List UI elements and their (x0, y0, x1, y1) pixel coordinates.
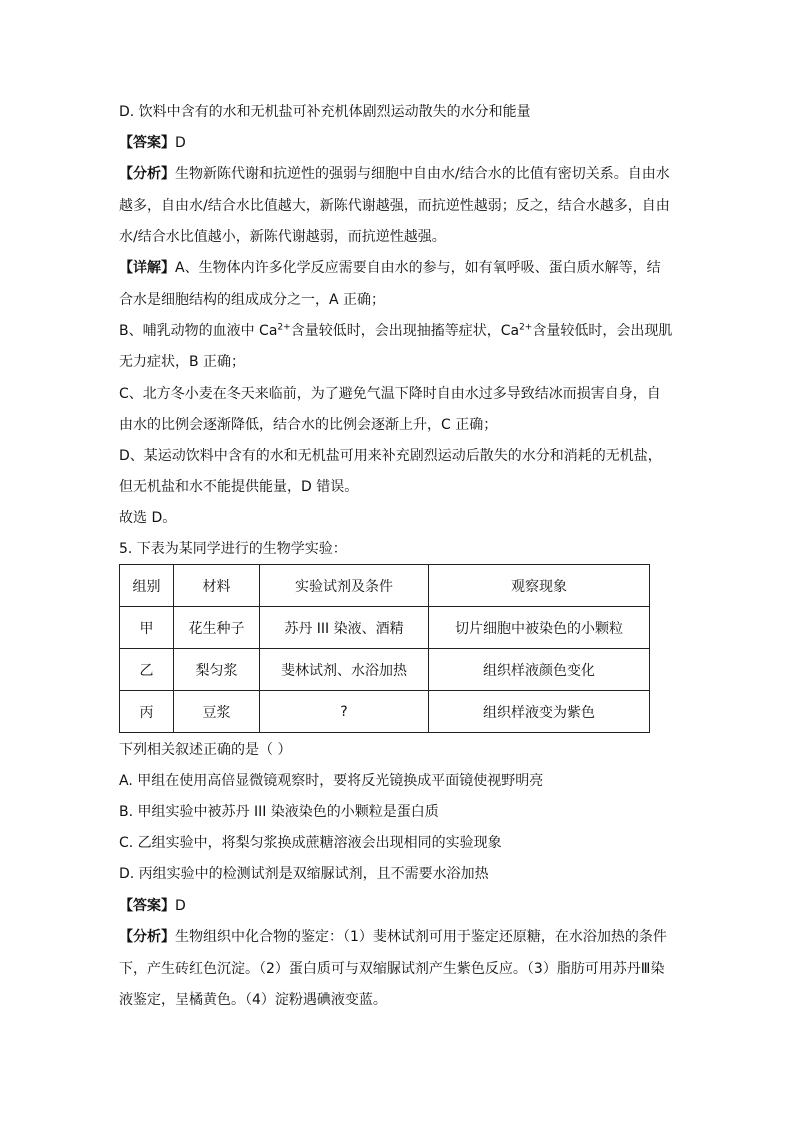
table-header-cell: 组别 (120, 565, 174, 607)
answer-value: D (175, 135, 186, 151)
prev-option-d: D. 饮料中含有的水和无机盐可补充机体剧烈运动散失的水分和能量 (119, 104, 531, 120)
prev-detail-b-line-2: 无力症状，B 正确； (119, 354, 246, 370)
table-header-cell: 材料 (174, 565, 260, 607)
option-d: D. 丙组实验中的检测试剂是双缩脲试剂，且不需要水浴加热 (119, 866, 489, 882)
analysis-tag: 【分析】 (119, 929, 175, 945)
table-cell: 乙 (120, 649, 174, 691)
answer-tag: 【答案】 (119, 898, 175, 914)
table-cell: 切片细胞中被染色的小颗粒 (429, 607, 650, 649)
option-a: A. 甲组在使用高倍显微镜观察时，要将反光镜换成平面镜使视野明亮 (119, 773, 544, 789)
detail-tag: 【详解】 (119, 260, 175, 276)
prev-detail-c-line-1: C、北方冬小麦在冬天来临前，为了避免气温下降时自由水过多导致结冰而损害自身，自 (119, 386, 661, 402)
prev-detail-d-line-2: 但无机盐和水不能提供能量，D 错误。 (119, 479, 359, 495)
prev-detail-c-line-2: 由水的比例会逐渐降低，结合水的比例会逐渐上升，C 正确； (119, 417, 498, 433)
question-5-stem: 5. 下表为某同学进行的生物学实验： (119, 541, 347, 557)
table-row (120, 691, 650, 733)
table-cell: ? (260, 691, 429, 733)
table-row (120, 649, 650, 691)
prev-detail-a-line-2: 合水是细胞结构的组成成分之一，A 正确； (119, 292, 386, 308)
answer-value: D (175, 898, 186, 914)
table-cell: 豆浆 (174, 691, 260, 733)
table-header-cell: 观察现象 (429, 565, 650, 607)
table-cell: 梨匀浆 (174, 649, 260, 691)
answer-tag: 【答案】 (119, 135, 175, 151)
prev-analysis-line-1: 【分析】生物新陈代谢和抗逆性的强弱与细胞中自由水/结合水的比值有密切关系。自由水 (119, 166, 670, 182)
prev-analysis-line-3: 水/结合水比值越小，新陈代谢越弱，而抗逆性越强。 (119, 229, 446, 245)
prev-answer (119, 133, 186, 153)
option-c: C. 乙组实验中，将梨匀浆换成蔗糖溶液会出现相同的实验现象 (119, 835, 502, 851)
table-cell: 组织样液颜色变化 (429, 649, 650, 691)
table-cell: 组织样液变为紫色 (429, 691, 650, 733)
table-cell: 苏丹 III 染液、酒精 (260, 607, 429, 649)
prev-conclusion: 故选 D。 (119, 510, 177, 526)
q5-answer (119, 896, 186, 916)
table-cell: 丙 (120, 691, 174, 733)
ion-charge: 2+ (519, 322, 533, 333)
question-5-prompt: 下列相关叙述正确的是（ ） (119, 742, 292, 758)
experiment-table (119, 564, 650, 733)
prev-detail-a-line-1: 【详解】A、生物体内许多化学反应需要自由水的参与，如有氧呼吸、蛋白质水解等，结 (119, 260, 661, 276)
table-cell: 甲 (120, 607, 174, 649)
q5-analysis-line-1: 【分析】生物组织中化合物的鉴定：（1）斐林试剂可用于鉴定还原糖，在水浴加热的条件 (119, 929, 667, 945)
table-header-row (120, 565, 650, 607)
q5-analysis-line-3: 液鉴定，呈橘黄色。（4）淀粉遇碘液变蓝。 (119, 992, 387, 1008)
ion-charge: 2+ (277, 322, 291, 333)
table-row (120, 607, 650, 649)
table-cell: 花生种子 (174, 607, 260, 649)
table-cell: 斐林试剂、水浴加热 (260, 649, 429, 691)
prev-analysis-line-2: 越多，自由水/结合水比值越大，新陈代谢越强，而抗逆性越弱；反之，结合水越多，自由 (119, 198, 670, 214)
option-b: B. 甲组实验中被苏丹 III 染液染色的小颗粒是蛋白质 (119, 804, 439, 820)
prev-detail-d-line-1: D、某运动饮料中含有的水和无机盐可用来补充剧烈运动后散失的水分和消耗的无机盐， (119, 448, 662, 464)
prev-detail-b-line-1: B、哺乳动物的血液中 $Ca^{2+}$含量较低时，会出现抽搐等症状，$Ca^{2+}$含量较低时，会出现肌 (119, 322, 673, 339)
q5-analysis-line-2: 下，产生砖红色沉淀。（2）蛋白质可与双缩脲试剂产生紫色反应。（3）脂肪可用苏丹Ⅲ染 (119, 961, 665, 977)
analysis-tag: 【分析】 (119, 166, 175, 182)
table-header-cell: 实验试剂及条件 (260, 565, 429, 607)
